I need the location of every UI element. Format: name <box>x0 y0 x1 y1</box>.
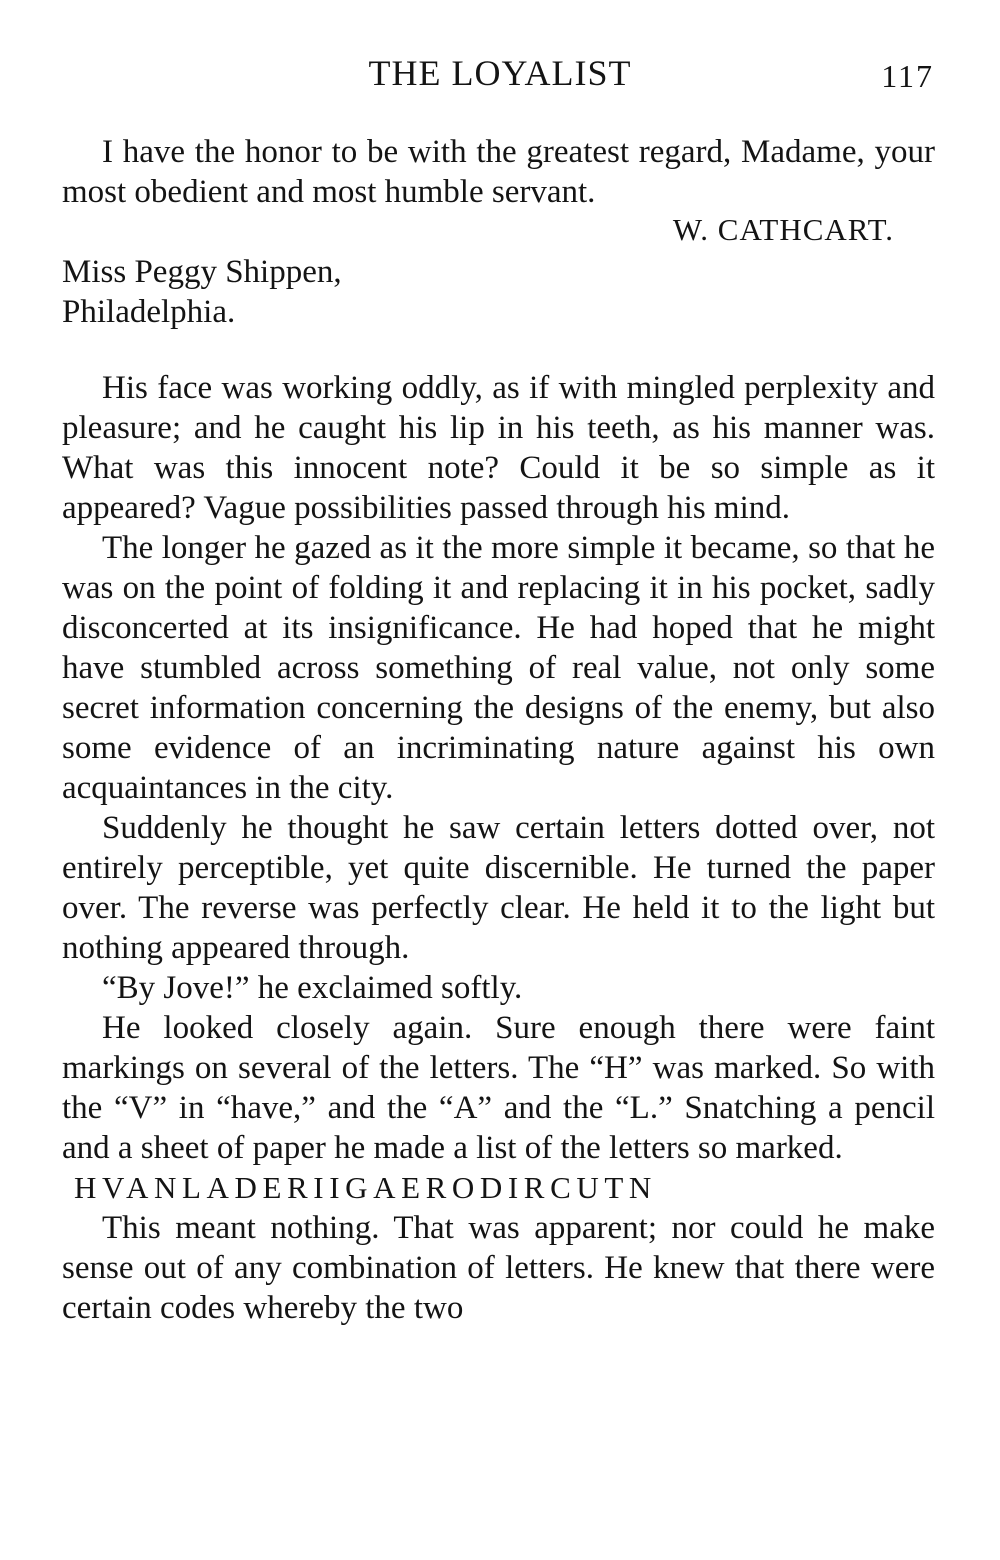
paragraph-exclamation: “By Jove!” he exclaimed softly. <box>102 970 523 1006</box>
letter-signature: W. CATHCART. <box>672 212 894 247</box>
letter-closing <box>62 132 935 212</box>
running-header-title: THE LOYALIST <box>368 53 632 93</box>
paragraph-final: This meant nothing. That was apparent; nor could he make sense out of any combination of letters. He knew that there were certain codes whereby the two <box>62 1210 935 1326</box>
marked-letters-code: HVANLADERIIGAERODIRCUTN <box>74 1170 657 1205</box>
letter-closing-text: I have the honor to be with the greatest regard, Madame, your most obedient and most humble servant. <box>62 134 935 210</box>
address-line-city: Philadelphia. <box>62 294 236 330</box>
paragraph: He looked closely again. Sure enough there were faint markings on several of the letters. The “H” was marked. So with the “V” in “have,” and the “A” and the “L.” Snatching a pencil and a sheet of paper he made a list of the letters so marked. <box>62 1010 935 1166</box>
letter-address <box>62 252 935 332</box>
address-line-recipient: Miss Peggy Shippen, <box>62 254 342 290</box>
body-text <box>62 368 935 1328</box>
paragraph: Suddenly he thought he saw certain letters dotted over, not entirely perceptible, yet quite discernible. He turned the paper over. The reverse was perfectly clear. He held it to the light but nothing appeared through. <box>62 810 935 966</box>
page-number: 117 <box>881 58 934 94</box>
paragraph: His face was working oddly, as if with mingled perplexity and pleasure; and he caught his lip in his teeth, as his manner was. What was this innocent note? Could it be so simple as it appeared? Vague possibilities passed through his mind. <box>62 370 935 526</box>
paragraph: The longer he gazed as it the more simple it became, so that he was on the point of folding it and replacing it in his pocket, sadly disconcerted at its insignificance. He had hoped that he might have stumbled across something of real value, not only some secret information concerning the designs of the enemy, but also some evidence of an incriminating nature against his own acquaintances in the city. <box>62 530 935 806</box>
